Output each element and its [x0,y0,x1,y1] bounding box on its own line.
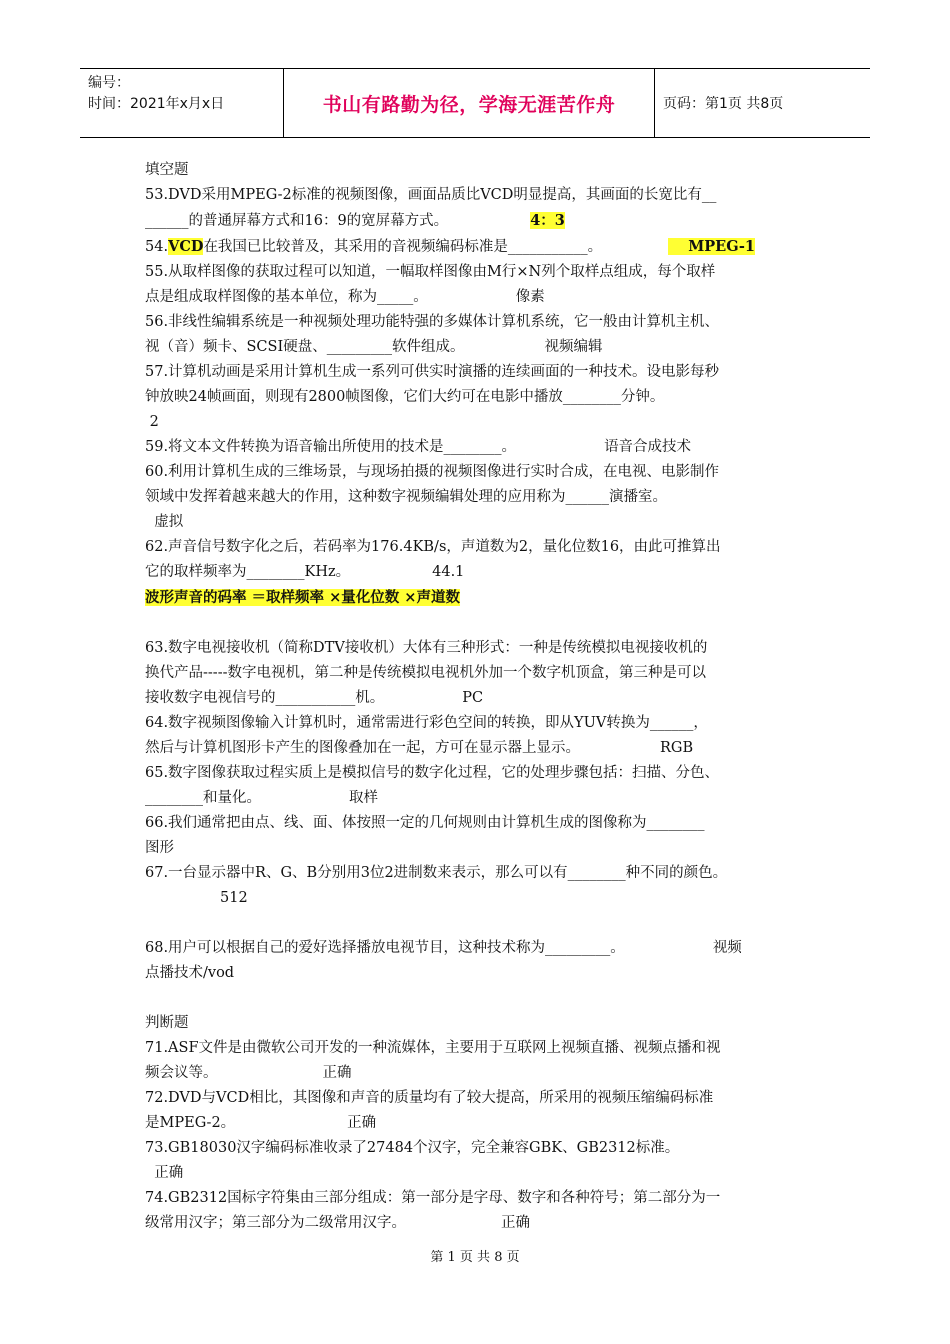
q59-line: 59.将文本文件转换为语音输出所使用的技术是________。 语音合成技术 [145,439,692,455]
q55-line2: 点是组成取样图像的基本单位，称为_____。 像素 [145,289,545,305]
q67-answer: 512 [220,890,248,906]
q72-answer: 正确 [347,1115,377,1131]
q56-line1: 56.非线性编辑系统是一种视频处理功能特强的多媒体计算机系统，它一般由计算机主机、 [145,314,720,330]
q66-line1: 66.我们通常把由点、线、面、体按照一定的几何规则由计算机生成的图像称为________ [145,815,705,831]
section-title-fill: 填空题 [145,162,189,178]
q63-answer: PC [462,690,484,706]
q57-line2: 钟放映24帧画面，则现有2800帧图像，它们大约可在电影中播放________分钟。 [145,389,665,405]
q66-answer: 图形 [145,840,174,856]
q54-answer: MPEG-1 [668,238,755,255]
page-header [80,68,870,138]
q55-answer: 像素 [515,289,545,305]
q60-line1: 60.利用计算机生成的三维场景，与现场拍摄的视频图像进行实时合成，在电视、电影制作 [145,464,720,480]
q53-line2: ______的普通屏幕方式和16：9的宽屏幕方式。 4：3 [145,212,565,229]
q74-line1: 74.GB2312国标字符集由三部分组成：第一部分是字母、数字和各种符号；第二部分为一 [145,1190,721,1206]
q71-line2: 频会议等。 正确 [145,1065,352,1081]
q55-line1: 55.从取样图像的获取过程可以知道，一幅取样图像由M行×N列个取样点组成，每个取样 [145,264,716,280]
q56-line2: 视（音）频卡、SCSI硬盘、_________软件组成。 视频编辑 [145,339,603,355]
q56-answer: 视频编辑 [544,339,603,355]
q71-line1: 71.ASF文件是由微软公司开发的一种流媒体，主要用于互联网上视频直播、视频点播和视 [145,1040,721,1056]
header-page-info [655,69,870,137]
q72-line2: 是MPEG-2。 正确 [145,1115,377,1131]
q59-answer: 语音合成技术 [604,439,692,455]
q65-answer: 取样 [349,790,378,806]
q62-answer: 44.1 [432,564,465,580]
page-footer [0,1246,950,1265]
q57-line1: 57.计算机动画是采用计算机生成一系列可供实时演播的连续画面的一种技术。设电影每秒 [145,364,720,380]
page-info: 页码：第1页 共8页 [663,96,784,112]
q54-line: 54.VCD在我国已比较普及，其采用的音视频编码标准是___________。 MPEG-1 [145,238,755,255]
q62-line2: 它的取样频率为________KHz。 44.1 [145,564,465,580]
q65-line1: 65.数字图像获取过程实质上是模拟信号的数字化过程，它的处理步骤包括：扫描、分色、 [145,765,720,781]
q53-line1: 53.DVD采用MPEG-2标准的视频图像，画面品质比VCD明显提高，其画面的长宽比有__ [145,187,717,203]
q64-line2: 然后与计算机图形卡产生的图像叠加在一起，方可在显示器上显示。 RGB [145,740,694,756]
q63-line1: 63.数字电视接收机（简称DTV接收机）大体有三种形式：一种是传统模拟电视接收机的 [145,640,708,656]
footer-page-number: 第 1 页 共 8 页 [430,1250,520,1265]
q71-answer: 正确 [322,1065,352,1081]
q68-answer-a: 视频 [712,940,742,956]
q73-line1: 73.GB18030汉字编码标准收录了27484个汉字，完全兼容GBK、GB2312标准。 [145,1140,680,1156]
q68-answer-b: 点播技术/vod [145,965,235,981]
bitrate-formula: 波形声音的码率 ＝取样频率 ×量化位数 ×声道数 [145,589,460,606]
date-label: 时间：2021年x月x日 [88,96,225,112]
q54-vcd: VCD [168,238,204,255]
q67-line1: 67.一台显示器中R、G、B分别用3位2进制数来表示，那么可以有________种不同的颜色。 [145,865,728,881]
q65-line2: ________和量化。 取样 [145,790,378,806]
q68-line1: 68.用户可以根据自己的爱好选择播放电视节目，这种技术称为_________。 视频 [145,940,742,956]
q60-answer: 虚拟 [154,514,184,530]
section-title-judge: 判断题 [145,1015,189,1031]
q57-answer: 2 [149,414,159,430]
q63-line2: 换代产品-----数字电视机，第二种是传统模拟电视机外加一个数字机顶盒，第三种是可以 [145,665,706,681]
q53-answer: 4：3 [530,212,565,229]
q74-line2: 级常用汉字；第三部分为二级常用汉字。 正确 [145,1215,530,1231]
q60-line2: 领域中发挥着越来越大的作用，这种数字视频编辑处理的应用称为______演播室。 [145,489,667,505]
q72-line1: 72.DVD与VCD相比，其图像和声音的质量均有了较大提高，所采用的视频压缩编码标准 [145,1090,714,1106]
q74-answer: 正确 [501,1215,530,1231]
q64-answer: RGB [660,740,694,756]
number-label: 编号： [88,75,130,91]
q64-line1: 64.数字视频图像输入计算机时，通常需进行彩色空间的转换，即从YUV转换为______， [145,715,708,731]
header-motto-cell [283,69,655,137]
q73-answer: 正确 [154,1165,184,1181]
document-body [145,158,825,1236]
header-meta [80,69,283,137]
q63-line3: 接收数字电视信号的___________机。 PC [145,690,484,706]
q62-line1: 62.声音信号数字化之后，若码率为176.4KB/s，声道数为2，量化位数16，由此可推算出 [145,539,721,555]
motto: 书山有路勤为径，学海无涯苦作舟 [322,93,616,116]
